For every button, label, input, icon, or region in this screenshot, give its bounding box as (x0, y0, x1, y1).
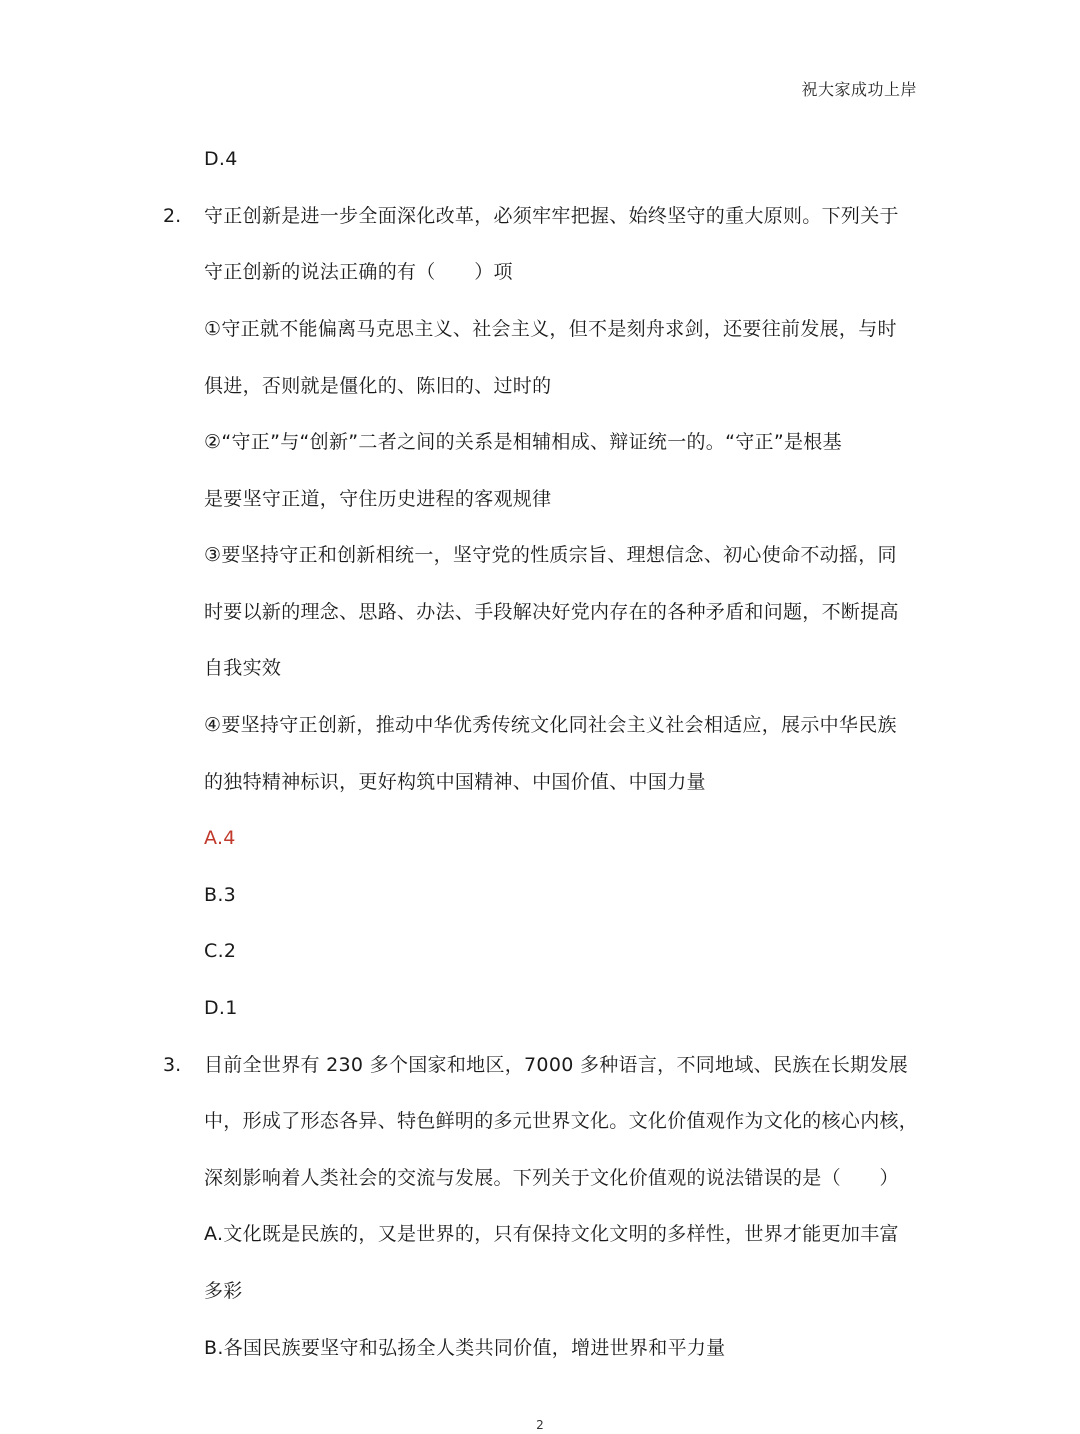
q3-stem-line-3: 深刻影响着人类社会的交流与发展。下列关于文化价值观的说法错误的是（ ） (204, 1167, 899, 1189)
q2-stem-line-2: 守正创新的说法正确的有（ ）项 (204, 261, 513, 283)
q2-option-c: C.2 (204, 940, 237, 962)
q2-statement-3-line-1: ③要坚持守正和创新相统一，坚守党的性质宗旨、理想信念、初心使命不动摇，同 (204, 544, 897, 566)
q2-option-d: D.1 (204, 997, 238, 1019)
q3-option-a-line-1: A.文化既是民族的，又是世界的，只有保持文化文明的多样性，世界才能更加丰富 (204, 1223, 899, 1245)
q2-statement-2-line-2: 是要坚守正道，守住历史进程的客观规律 (204, 488, 552, 510)
q3-option-a-line-2: 多彩 (204, 1280, 243, 1302)
q3-stem-line-2: 中，形成了形态各异、特色鲜明的多元世界文化。文化价值观作为文化的核心内核， (204, 1110, 919, 1132)
q2-option-a-answer: A.4 (204, 827, 236, 849)
q2-option-b: B.3 (204, 884, 237, 906)
q2-statement-4-line-1: ④要坚持守正创新，推动中华优秀传统文化同社会主义社会相适应，展示中华民族 (204, 714, 897, 736)
q2-statement-3-line-3: 自我实效 (204, 657, 282, 679)
q2-statement-3-line-2: 时要以新的理念、思路、办法、手段解决好党内存在的各种矛盾和问题，不断提高 (204, 601, 899, 623)
page-header: 祝大家成功上岸 (801, 80, 917, 99)
q2-statement-2-line-1: ②“守正”与“创新”二者之间的关系是相辅相成、辩证统一的。“守正”是根基 (204, 431, 842, 453)
q3-number: 3. (163, 1054, 182, 1076)
q3-stem-line-1: 目前全世界有 230 多个国家和地区，7000 多种语言，不同地域、民族在长期发展 (204, 1054, 909, 1076)
q3-option-b: B.各国民族要坚守和弘扬全人类共同价值，增进世界和平力量 (204, 1337, 726, 1359)
q1-option-d: D.4 (204, 148, 238, 170)
q2-statement-1-line-1: ①守正就不能偏离马克思主义、社会主义，但不是刻舟求剑，还要往前发展，与时 (204, 318, 897, 340)
page-number: 2 (536, 1418, 544, 1432)
q2-statement-1-line-2: 俱进，否则就是僵化的、陈旧的、过时的 (204, 375, 552, 397)
q2-stem-line-1: 守正创新是进一步全面深化改革，必须牢牢把握、始终坚守的重大原则。下列关于 (204, 205, 899, 227)
q2-statement-4-line-2: 的独特精神标识，更好构筑中国精神、中国价值、中国力量 (204, 771, 706, 793)
q2-number: 2. (163, 205, 182, 227)
